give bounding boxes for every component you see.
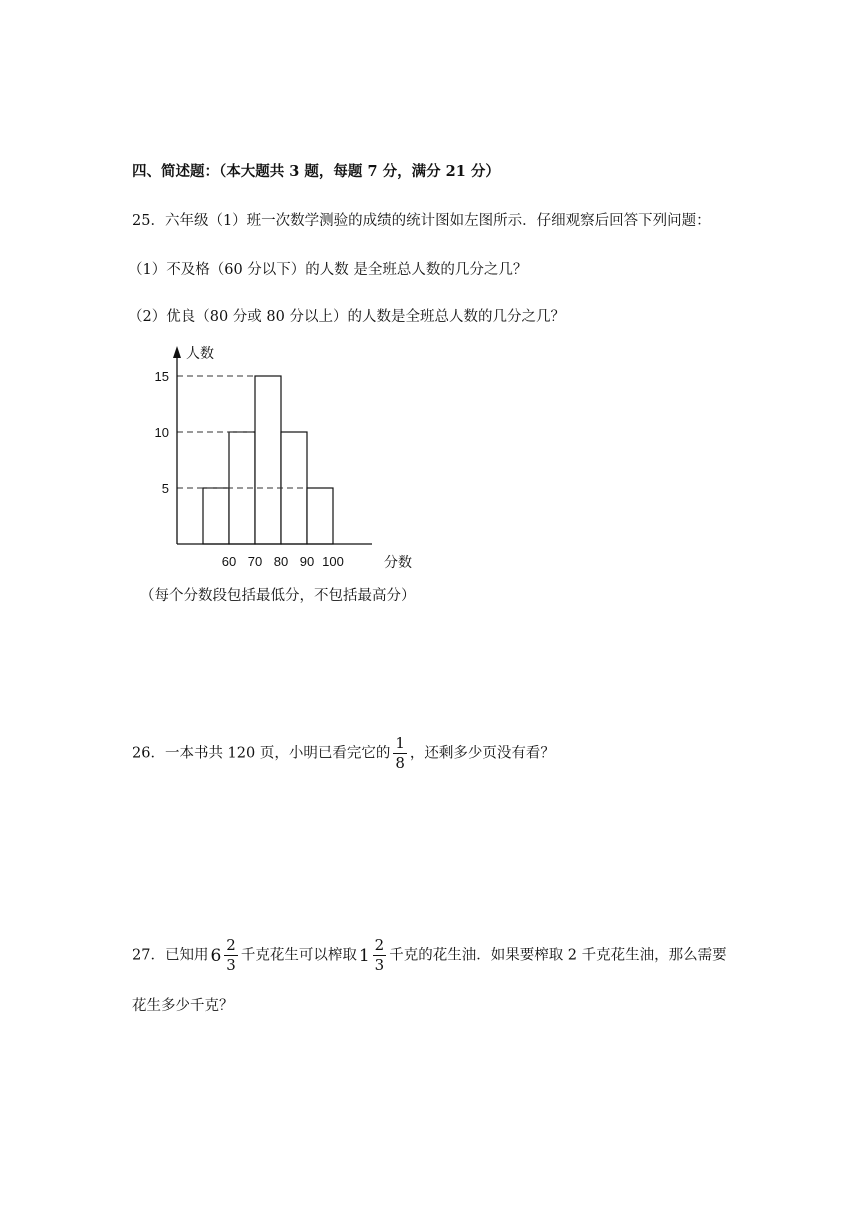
q27-text-2: 千克花生可以榨取 [240,947,357,964]
q27-m1-numerator: 2 [226,936,236,954]
y-axis-label: 人数 [186,345,214,361]
q25-part1: （1）不及格（60 分以下）的人数 是全班总人数的几分之几？ [128,262,528,278]
section-heading: 四、简述题：（本大题共 3 题，每题 7 分，满分 21 分） [132,163,500,180]
y-tick-label-15: 15 [154,369,169,384]
score-histogram [140,336,440,576]
y-tick-label-5: 5 [161,481,169,496]
q27-m1-denominator: 3 [226,956,236,974]
q27-text-3: 千克的花生油．如果要榨取 2 千克花生油，那么需要 [389,947,727,964]
q27-line1 [132,938,727,973]
q27-m2-denominator: 3 [374,956,385,974]
x-axis-label: 分数 [384,554,412,570]
q25-stem: 25．六年级（1）班一次数学测验的成绩的统计图如左图所示．仔细观察后回答下列问题： [132,213,711,229]
q27-line2: 花生多少千克？ [132,998,234,1014]
q26-line [132,736,555,771]
q27-m1-fraction [224,938,238,973]
q27-m2-fraction [373,938,387,973]
q27-mixed-number-2 [357,938,389,973]
q27-mixed-number-1 [208,938,240,973]
q25-part2: （2）优良（80 分或 80 分以上）的人数是全班总人数的几分之几？ [128,309,565,325]
x-tick-label-60: 60 [221,554,237,569]
x-tick-label-80: 80 [273,554,289,569]
q27-m2-numerator: 2 [374,936,385,954]
bar-2 [255,376,281,544]
y-tick-label-10: 10 [154,425,169,440]
q26-text-after: ，还剩多少页没有看？ [409,745,555,762]
q27-m1-whole: 6 [210,945,222,966]
x-tick-label-90: 90 [299,554,315,569]
q25-note: （每个分数段包括最低分，不包括最高分） [140,588,416,604]
x-tick-label-70: 70 [247,554,263,569]
bar-0 [203,488,229,544]
q26-text-before: 26．一本书共 120 页，小明已看完它的 [132,745,391,762]
bar-4 [307,488,333,544]
q26-fraction [393,736,407,771]
x-tick-label-100: 100 [322,554,344,569]
q27-text-1: 27．已知用 [132,947,209,964]
y-axis-arrow [173,346,181,358]
q26-fraction-numerator: 1 [395,734,405,752]
q27-m2-whole: 1 [358,945,370,966]
bar-3 [281,432,307,544]
q26-fraction-denominator: 8 [395,754,405,772]
